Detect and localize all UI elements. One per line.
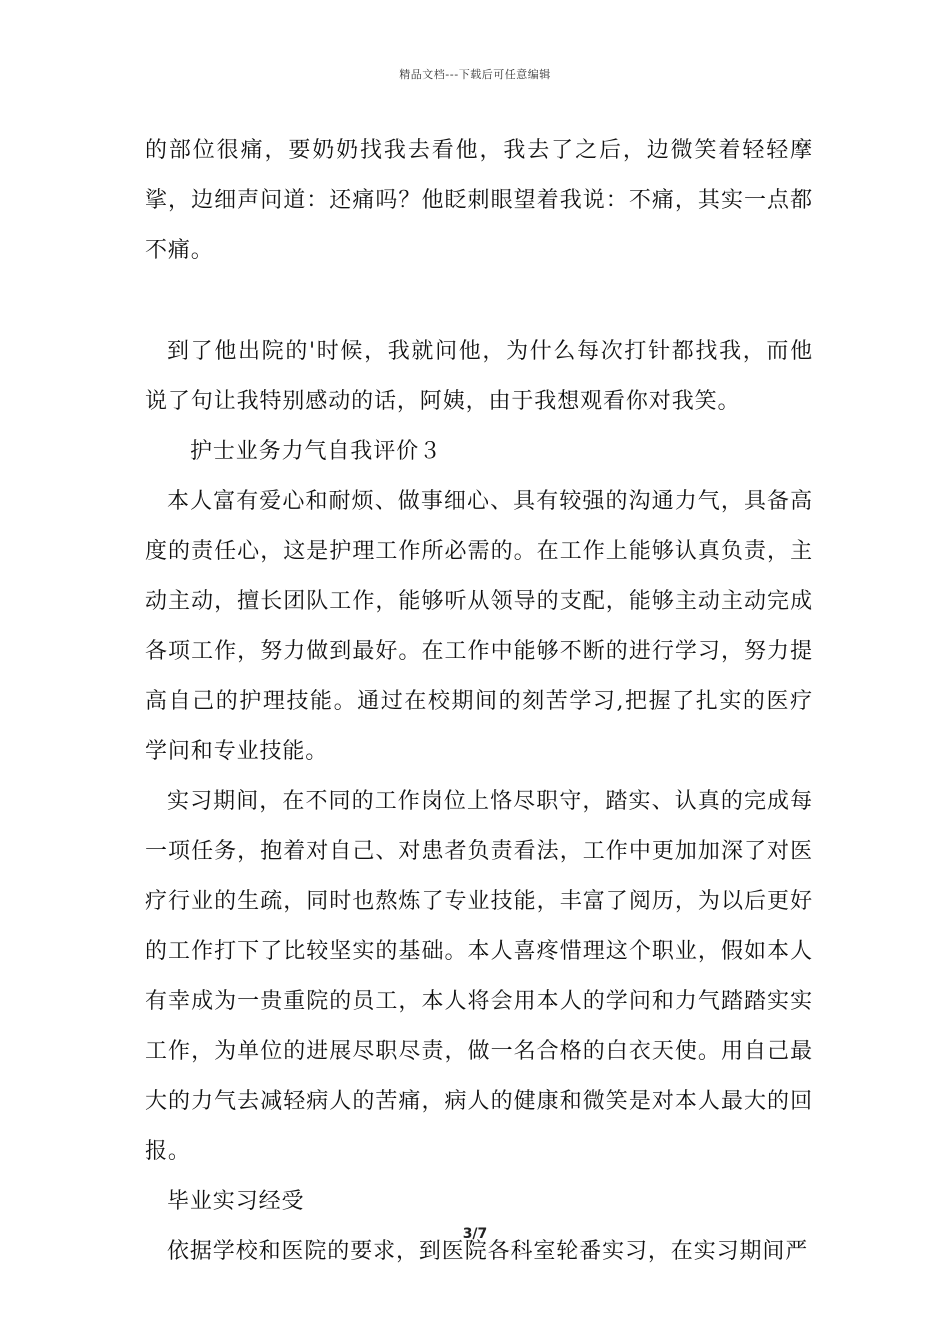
page-header: 精品文档---下载后可任意编辑 xyxy=(399,68,551,81)
paragraph-personal-qualities: 本人富有爱心和耐烦、做事细心、具有较强的沟通力气，具备高度的责任心，这是护理工作所必需的。在工作上能够认真负责，主动主动，擅长团队工作，能够听从领导的支配，能够主动主动完成各项工作，努力做到最好。在工作中能够不断的进行学习，努力提高自己的护理技能。通过在校期间的刻苦学习,把握了扎实的医疗学问和专业技能。 xyxy=(145,489,813,764)
page-number: 3/7 xyxy=(462,1226,488,1242)
section-heading-self-evaluation: 护士业务力气自我评价３ xyxy=(190,439,442,464)
paragraph-continued: 的部位很痛，要奶奶找我去看他，我去了之后，边微笑着轻轻摩挲，边细声问道：还痛吗？他眨刺眼望着我说：不痛，其实一点都不痛。 xyxy=(145,138,813,263)
document-body xyxy=(145,126,813,1277)
section-heading-internship-experience: 毕业实习经受 xyxy=(167,1189,305,1214)
paragraph-rotation: 依据学校和医院的要求，到医院各科室轮番实习，在实习期间严 xyxy=(167,1239,809,1264)
paragraph-internship-period: 实习期间，在不同的工作岗位上恪尽职守，踏实、认真的完成每一项任务，抱着对自己、对患者负责看法，工作中更加加深了对医疗行业的生疏，同时也熬炼了专业技能，丰富了阅历，为以后更好的工作打下了比较坚实的基础。本人喜疼惜理这个职业，假如本人有幸成为一贵重院的员工，本人将会用本人的学问和力气踏踏实实工作，为单位的进展尽职尽责，做一名合格的白衣天使。用自己最大的力气去减轻病人的苦痛，病人的健康和微笑是对本人最大的回报。 xyxy=(145,789,813,1164)
paragraph-discharge: 到了他出院的'时候，我就问他，为什么每次打针都找我，而他说了句让我特别感动的话，阿姨，由于我想观看你对我笑。 xyxy=(145,339,813,414)
